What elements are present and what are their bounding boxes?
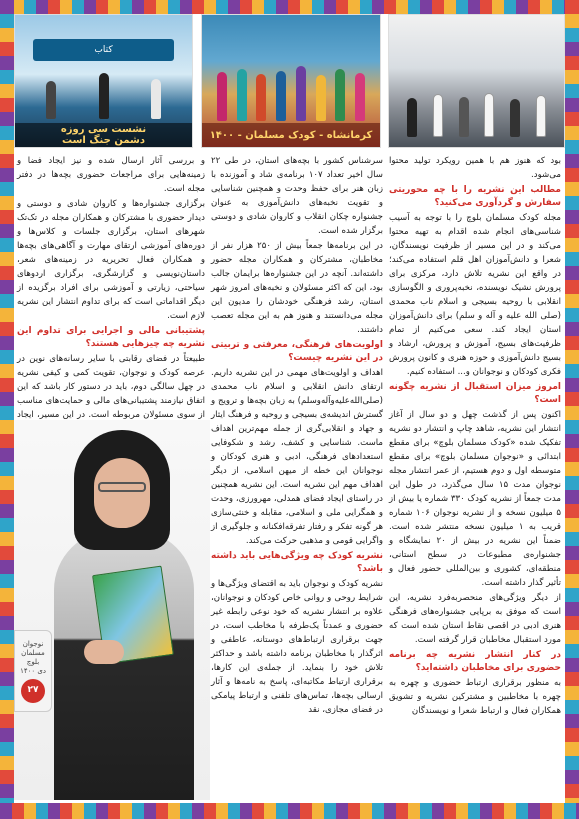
photo-banner: [33, 39, 174, 61]
photo-people: [25, 69, 182, 119]
page-number-tab: [14, 630, 52, 712]
photo-banner-text: کتاب: [94, 45, 113, 55]
photo-festival-group: [201, 14, 381, 148]
question-heading: مطالب این نشریه را با چه محوریتی سفارش و گردآوری می‌کنید؟: [389, 185, 561, 208]
photo-people: [212, 61, 370, 121]
paragraph: نشریه کودک و نوجوان باید به اقتضای ویژگی‌ها و شرایط روحی و روانی خاص کودکان و نوجوانان، علاوه بر انتشار نشریه که خود نوعی رابطه غیر حضوری و عمدتاً یک‌طرفه با مخاطب است، در جهت برقراری ارتباط‌های دوستانه، عاطفی و اثرگذار با مخاطبان برنامه داشته باشد و حداکثر تلاش خود را بنماید. از جمله‌ی این کارها، برقراری ارتباط مکاتبه‌ای، پاسخ به نامه‌ها و آثار ارسالی بچه‌ها، تماس‌های تلفنی و ارتباط پیامکی در فضای مجازی، نقد: [211, 579, 383, 715]
photo-gym-audience: [388, 14, 565, 148]
paragraph: به منظور برقراری ارتباط حضوری و چهره به چهره با مخاطبین و مشترکین نشریه و تشویق همکاران فعال و ارتباط شعرا و نویسندگان: [389, 678, 561, 716]
portrait-photo: [14, 420, 210, 800]
paragraph: سرشناس کشور با بچه‌های استان، در طی ۲۲ سال اخیر تعداد ۱۰۷ برنامه‌ی شاد و آموزنده با زبان هنر برای حفظ وحدت و همچنین شناسایی و تقویت نخبه‌های دانش‌آموزی به عنوان جشنواره چکان انقلاب و کاروان شادی و دوستی برگزار شده است.: [211, 156, 383, 236]
caption-line-2: دشمن جنگ است: [61, 135, 145, 146]
magazine-name-line-2: مسلمان: [21, 648, 45, 657]
question-heading: پشتیبانی مالی و اجرایی برای تداوم این نشریه چه چیزهایی هستند؟: [17, 326, 205, 349]
issue-date: دی ۱۴۰۰: [20, 666, 46, 675]
portrait-glasses: [98, 482, 146, 492]
question-heading: نشریه کودک چه ویژگی‌هایی باید داشته باشد؟: [211, 551, 383, 574]
paragraph: اهداف و اولویت‌های مهمی در این نشریه داریم. ارتقای دانش انقلابی و اسلام ناب محمدی (صلی‌الله‌علیه‌وآله‌وسلم) به زبان بچه‌ها و ترویج و گسترش اندیشه‌ی بسیجی و روحیه و فرهنگ ایثار و جهاد و انقلابی‌گری از جمله مهم‌ترین اهداف ماست. شناسایی و کشف، رشد و شکوفایی استعدادهای فرهنگی، ادبی و هنری کودکان و نوجوانان این خطه از میهن اسلامی، از دیگر اهداف مهم این نشریه است. این نشریه همچنین در راستای ایجاد فضای همدلی، مهرورزی، وحدت و همگرایی ملی و اسلامی، مقابله و خنثی‌سازی هر گونه تفکر و رفتار تفرقه‌افکنانه و جلوگیری از واگرایی قومی و مذهبی حرکت می‌کند.: [211, 368, 383, 546]
decorative-border-right: [565, 0, 579, 819]
paragraph: اکنون پس از گذشت چهل و دو سال از آغاز انتشار این نشریه، شاهد چاپ و انتشار دو نشریه تفکیک شده «کودک مسلمان بلوچ» برای مقطع ابتدائی و «نوجوان مسلمان بلوچ» برای مقطع متوسطه اول و دوم هستیم، از عمر انتشار مجله نوجوان مدت ۱۵ سال می‌گذرد، در طول این مدت جمعاً از نشریه کودک ۳۳۰ شماره یا بیش از ۵ میلیون نسخه و از نشریه نوجوان ۱۰۶ شماره قریب به ۱ میلیون نسخه منتشر شده است. ضمناً این نشریه در بیش از ۲۰ نمایشگاه و جشنواره‌ی مطبوعات در سطح استانی، منطقه‌ای، کشوری و بین‌المللی حضور فعال و تأثیر گذار داشته است.: [388, 410, 561, 588]
paragraph: طبیعتاً در فضای رقابتی با سایر رسانه‌های نوین در عرصه کودک و نوجوان، تقویت کمی و کیفی نشریه در چهل سالگی دوم، باید در دستور کار باشد که این اتفاق نیازمند پشتیبانی‌های مالی و حمایت‌های مناسب از سوی مسئولان مربوطه است. در این مسیر، ایجاد: [17, 354, 205, 420]
article-column-right: [389, 154, 561, 719]
paragraph: از دیگر ویژگی‌های منحصربه‌فرد نشریه، این است که موفق به برپایی جشنواره‌های فرهنگی هنری ادبی در اقصی نقاط استان شده است که مورد استقبال مخاطبان قرار گرفته است.: [389, 593, 561, 645]
question-heading: در کنار انتشار نشریه چه برنامه حضوری برای مخاطبان داشته‌اید؟: [389, 650, 561, 673]
question-heading: امروز میزان استقبال از نشریه چگونه است؟: [389, 382, 561, 405]
question-heading: اولویت‌های فرهنگی، معرفتی و تربیتی در این نشریه چیست؟: [211, 340, 383, 363]
caption-line-1: نشست سی روزه: [60, 124, 147, 135]
paragraph: در این برنامه‌ها جمعاً بیش از ۲۵۰ هزار نفر از مخاطبان، مشترکان و همکاران مجله حضور داشته‌اند. آنچه در این جشنواره‌ها برایمان جالب بود، این که اکثر مسئولان و نخبه‌های امروز شهر استان، رشد فرهنگی خودشان را مدیون این مجله می‌دانستند و هنوز هم به این مجله تعصب داشتند.: [211, 241, 383, 335]
decorative-border-left: [0, 0, 14, 819]
article-column-left: [17, 154, 205, 451]
photo-people: [399, 77, 554, 137]
paragraph: و بررسی آثار ارسال شده و نیز ایجاد فضا و زمینه‌هایی برای مراجعات حضوری بچه‌ها در دفتر مجله است.: [17, 156, 205, 194]
page-number: ۲۷: [21, 679, 45, 703]
magazine-name-line-1: نوجوان: [22, 639, 44, 648]
paragraph: بود که هنوز هم با همین رویکرد تولید محتوا می‌شود.: [389, 156, 561, 180]
photo-caption: [15, 123, 192, 147]
photo-caption: [202, 123, 380, 147]
article-column-middle: [211, 154, 383, 718]
portrait-face: [94, 458, 150, 528]
decorative-border-bottom: [0, 803, 579, 819]
photo-event-stage: [14, 14, 193, 148]
portrait-hand: [84, 640, 124, 664]
magazine-name-line-3: بلوچ: [26, 657, 40, 666]
decorative-border-top: [0, 0, 579, 14]
paragraph: برگزاری جشنواره‌ها و کاروان شادی و دوستی و دیدار حضوری با مشترکان و همکاران مجله در تک‌تک شهرهای استان، برگزاری جلسات و کلاس‌ها و دوره‌های آموزشی ارتقای مهارت و آگاهی‌های بچه‌ها و همکاران فعال تحریریه در زمینه‌های شعر، داستان‌نویسی و گزارشگری، برگزاری اردوهای سیاحتی، زیارتی و آموزشی برای افراد برگزیده از دیگر اقداماتی است که برای تداوم انتشار این نشریه لازم است.: [17, 199, 205, 321]
paragraph: مجله کودک مسلمان بلوچ را با توجه به آسیب شناسی‌های انجام شده اقدام به تهیه محتوا می‌کند و در این مسیر از ظرفیت نویسندگان، شعرا و دانش‌آموزان اهل قلم استفاده می‌کند؛ در واقع این نشریه تلاش دارد، مرکزی برای پرورش نشیک نویسنده، نخبه‌پروری و الگوسازی انقلابی با روحیه بسیجی و اسلام ناب محمدی (صلی الله علیه و آله و سلم) برای دانش‌آموزان استان ایجاد کند. سعی می‌کنیم از تمام ظرفیت‌های بسیج، آموزش و پرورش، ارشاد و بسیج دانش‌آموزی و حوزه هنری و کانون پرورش فکری کودکان و نوجوانان و... استفاده کنیم.: [389, 213, 561, 377]
caption-text: کرمانشاه - کودک مسلمان - ۱۴۰۰: [209, 129, 373, 141]
